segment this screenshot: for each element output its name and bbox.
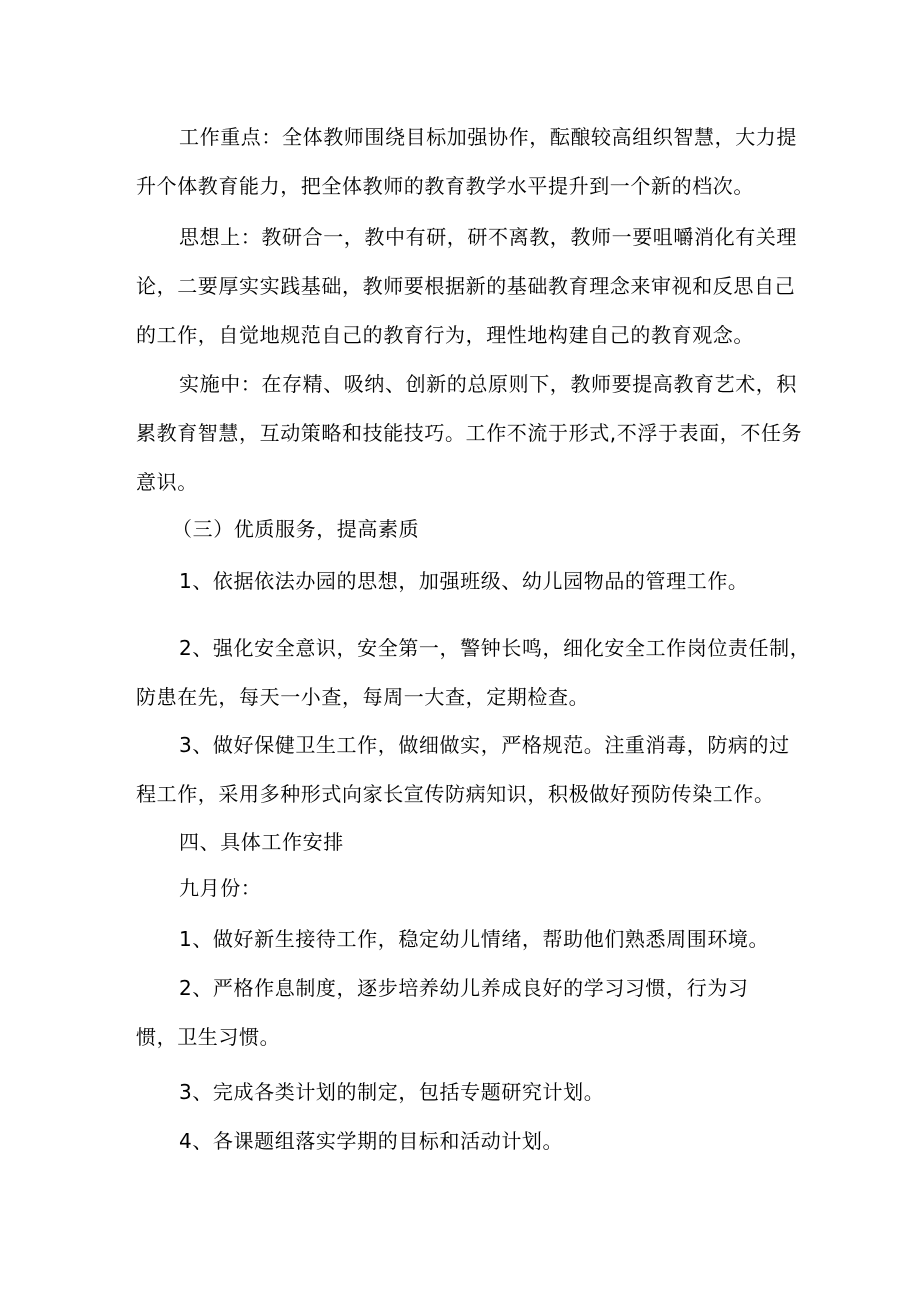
text-line: 3、完成各类计划的制定，包括专题研究计划。 [179, 1080, 605, 1104]
text-line: 实施中：在存精、吸纳、创新的总原则下，教师要提高教育艺术，积 [179, 372, 797, 396]
list-item [136, 915, 786, 964]
list-item [136, 721, 790, 819]
list-item [136, 557, 786, 606]
text-line: 升个体教育能力，把全体教师的教育教学水平提升到一个新的档次。 [136, 174, 754, 198]
text-line: 2、强化安全意识，安全第一，警钟长鸣，细化安全工作岗位责任制， [179, 636, 811, 660]
text-line: 惯，卫生习惯。 [136, 1025, 281, 1049]
text-line: 1、依据依法办园的思想，加强班级、幼儿园物品的管理工作。 [179, 569, 749, 593]
text-line: 程工作，采用多种形式向家长宣传防病知识，积极做好预防传染工作。 [136, 782, 775, 806]
text-line: 工作重点：全体教师围绕目标加强协作，酝酿较高组织智慧，大力提 [179, 125, 797, 149]
paragraph-work-focus [136, 113, 797, 211]
text-line: 论，二要厚实实践基础，教师要根据新的基础教育理念来审视和反思自己 [136, 274, 796, 298]
list-item [136, 624, 811, 722]
text-line: 防患在先，每天一小查，每周一大查，定期检查。 [136, 685, 590, 709]
paragraph-implementation [136, 360, 803, 507]
text-line: 四、具体工作安排 [179, 830, 344, 854]
text-line: 1、做好新生接待工作，稳定幼儿情绪，帮助他们熟悉周围环境。 [179, 927, 770, 951]
text-line: 的工作，自觉地规范自己的教育行为，理性地构建自己的教育观念。 [136, 323, 754, 347]
text-line: 2、严格作息制度，逐步培养幼儿养成良好的学习习惯，行为习 [179, 976, 749, 1000]
section-heading [136, 505, 786, 554]
text-line: 思想上：教研合一，教中有研，研不离教，教师一要咀嚼消化有关理 [179, 225, 797, 249]
paragraph-thinking [136, 213, 797, 360]
text-line: 九月份： [179, 876, 262, 900]
text-line: 累教育智慧，互动策略和技能技巧。工作不流于形式,不浮于表面，不任务 [136, 421, 803, 445]
text-line: 3、做好保健卫生工作，做细做实，严格规范。注重消毒，防病的过 [179, 733, 790, 757]
list-item [136, 1068, 786, 1117]
list-item [136, 964, 786, 1062]
list-item [136, 1117, 786, 1166]
text-line: （三）优质服务，提高素质 [172, 517, 420, 541]
text-line: 意识。 [136, 470, 198, 494]
month-heading [136, 864, 786, 913]
text-line: 4、各课题组落实学期的目标和活动计划。 [179, 1129, 564, 1153]
section-heading [136, 818, 786, 867]
